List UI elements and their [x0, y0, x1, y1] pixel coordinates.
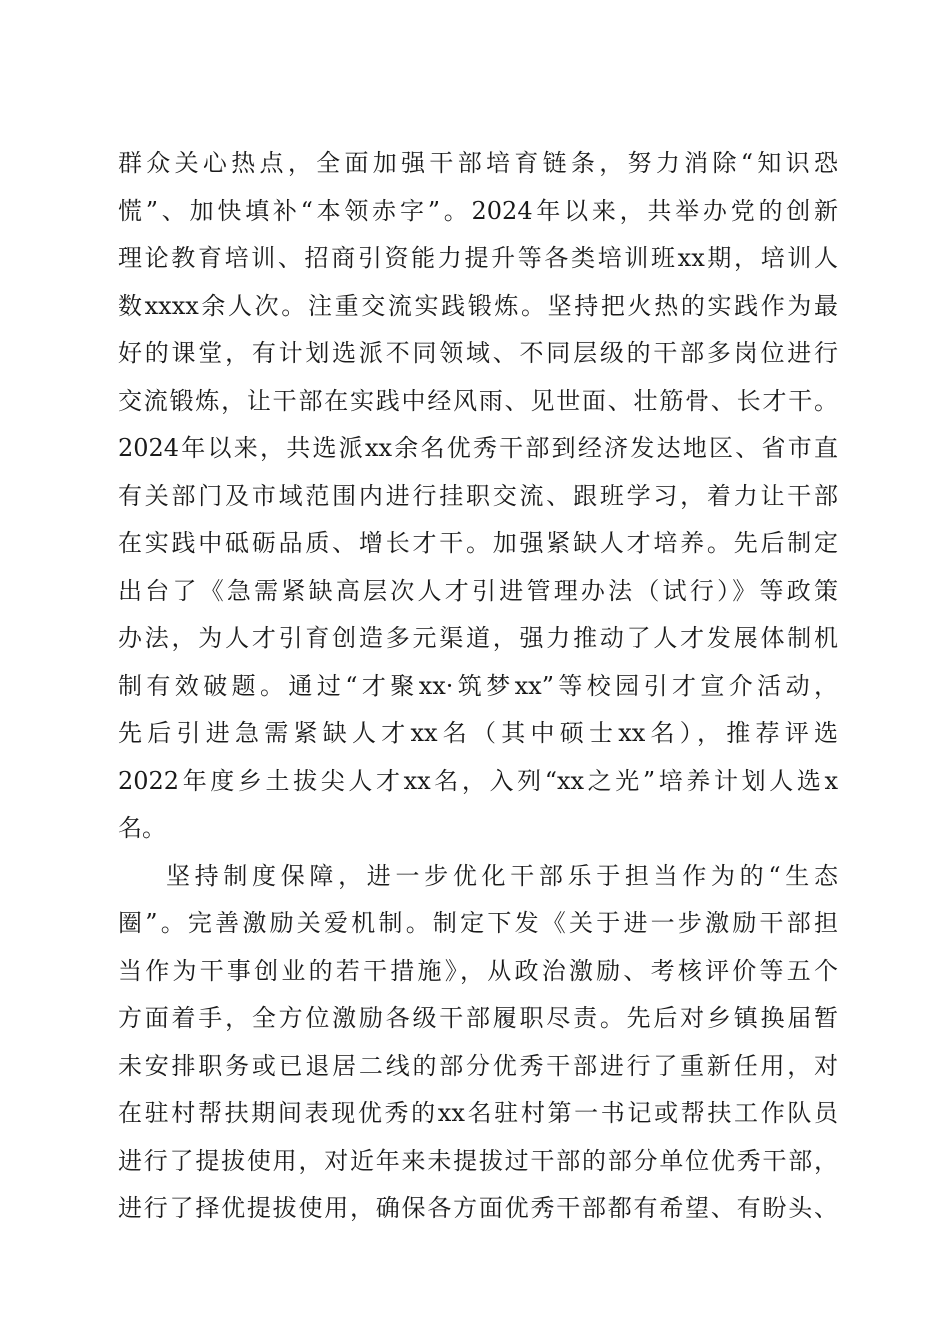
text-line: 办法，为人才引育创造多元渠道，强力推动了人才发展体制机: [118, 624, 838, 652]
text-line: 方面着手，全方位激励各级干部履职尽责。先后对乡镇换届暂: [118, 1004, 838, 1032]
body-text: [118, 140, 838, 1233]
text-line: 出台了《急需紧缺高层次人才引进管理办法（试行）》等政策: [118, 576, 838, 605]
text-line: 先后引进急需紧缺人才xx名（其中硕士xx名），推荐评选: [118, 719, 838, 747]
text-line: 当作为干事创业的若干措施》，从政治激励、考核评价等五个: [118, 956, 838, 985]
text-line: 在实践中砥砺品质、增长才干。加强紧缺人才培养。先后制定: [118, 529, 838, 557]
text-line: 未安排职务或已退居二线的部分优秀干部进行了重新任用，对: [118, 1051, 838, 1080]
text-line: 有关部门及市域范围内进行挂职交流、跟班学习，着力让干部: [118, 481, 838, 510]
text-line: 圈”。完善激励关爱机制。制定下发《关于进一步激励干部担: [118, 909, 838, 937]
text-line: 进行了择优提拔使用，确保各方面优秀干部都有希望、有盼头、: [118, 1194, 838, 1222]
text-line: 坚持制度保障，进一步优化干部乐于担当作为的“生态: [166, 861, 838, 890]
text-line: 群众关心热点，全面加强干部培育链条，努力消除“知识恐: [118, 149, 838, 177]
text-line: 制有效破题。通过“才聚xx·筑梦xx”等校园引才宣介活动，: [118, 671, 838, 700]
text-line: 好的课堂，有计划选派不同领域、不同层级的干部多岗位进行: [118, 339, 838, 367]
text-line: 理论教育培训、招商引资能力提升等各类培训班xx期，培训人: [118, 244, 838, 272]
text-line: 慌”、加快填补“本领赤字”。2024年以来，共举办党的创新: [118, 196, 838, 225]
text-line: 交流锻炼，让干部在实践中经风雨、见世面、壮筋骨、长才干。: [118, 386, 838, 415]
text-line: 在驻村帮扶期间表现优秀的xx名驻村第一书记或帮扶工作队员: [118, 1099, 838, 1127]
text-line: 进行了提拔使用，对近年来未提拔过干部的部分单位优秀干部，: [118, 1146, 838, 1175]
text-line: 数xxxx余人次。注重交流实践锻炼。坚持把火热的实践作为最: [118, 291, 838, 320]
text-line: 名。: [118, 814, 166, 842]
text-line: 2024年以来，共选派xx余名优秀干部到经济发达地区、省市直: [118, 434, 838, 462]
text-line: 2022年度乡土拔尖人才xx名，入列“xx之光”培养计划人选x: [118, 766, 838, 795]
